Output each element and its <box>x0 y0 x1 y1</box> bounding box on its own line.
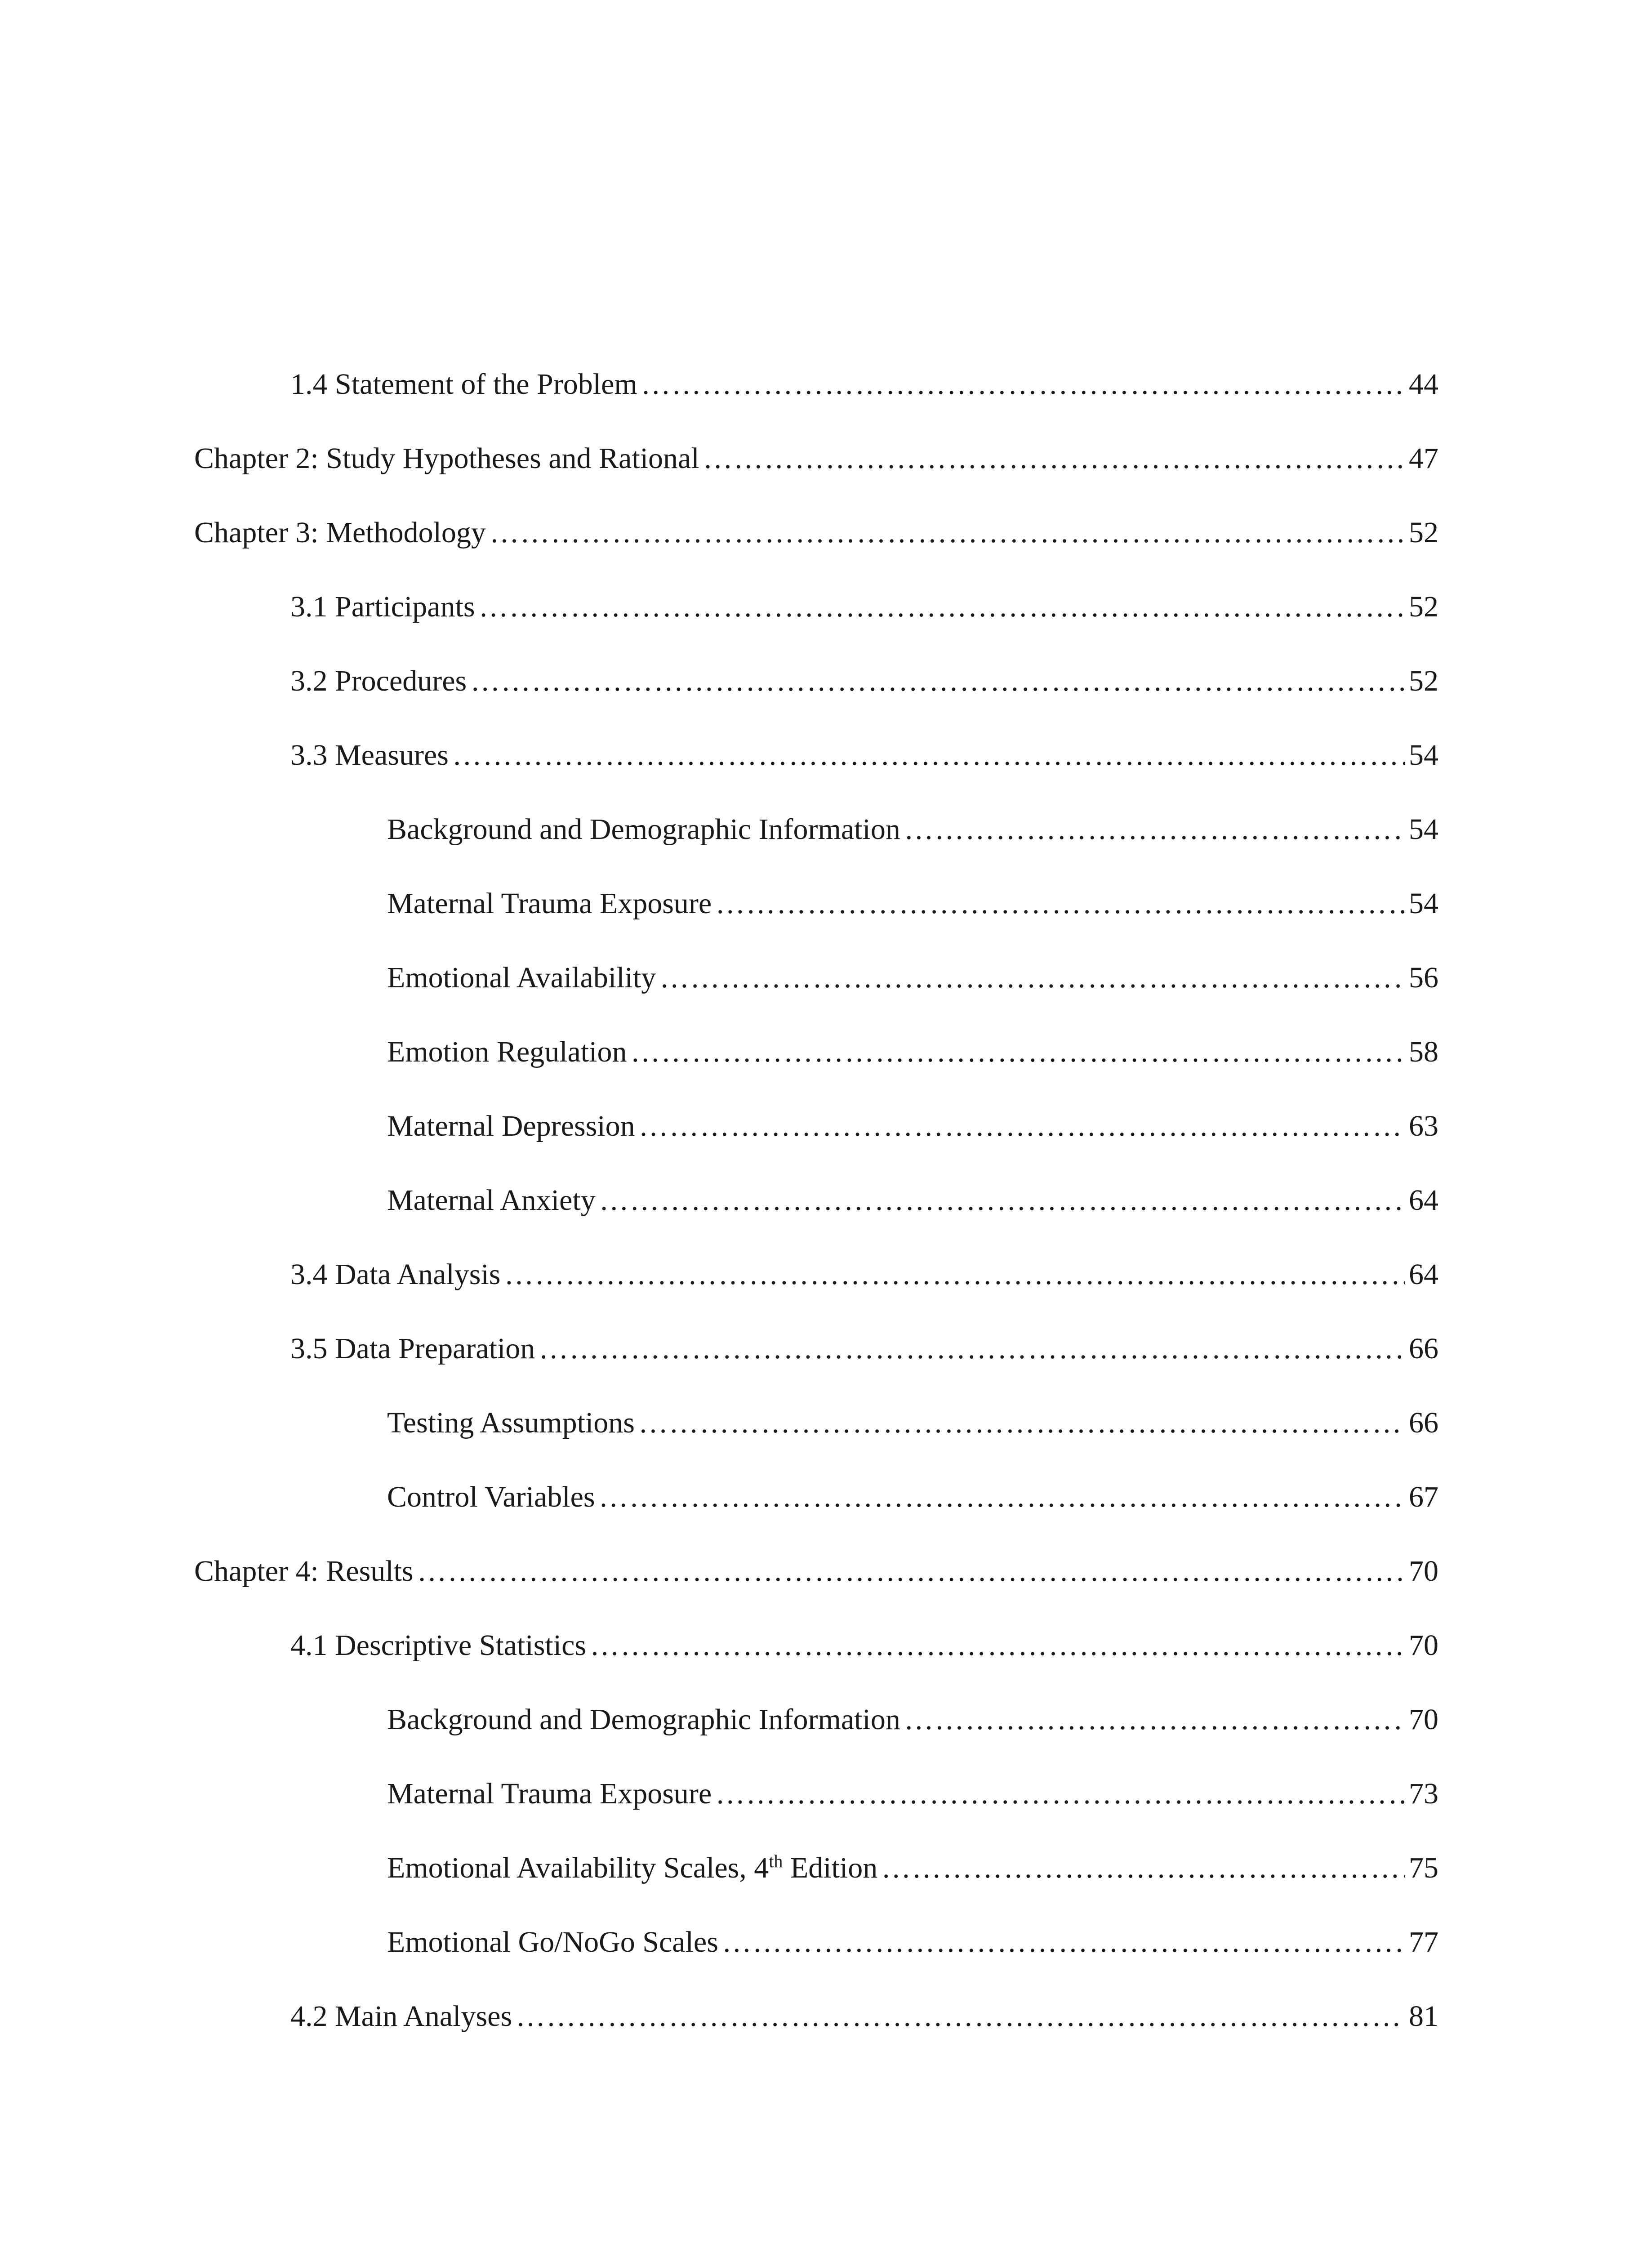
toc-entry-label: 3.5 Data Preparation <box>290 1332 535 1365</box>
toc-entry-label: Background and Demographic Information <box>387 1703 900 1736</box>
toc-entry-page: 54 <box>1409 887 1438 920</box>
toc-entry-page: 67 <box>1409 1481 1438 1513</box>
toc-entry-page: 64 <box>1409 1184 1438 1217</box>
dot-leader <box>479 582 1405 632</box>
toc-entry-page: 73 <box>1409 1777 1438 1810</box>
toc-entry-label: Chapter 2: Study Hypotheses and Rational <box>194 442 699 475</box>
toc-entry-page: 54 <box>1409 813 1438 846</box>
toc-entry <box>387 1027 1438 1077</box>
toc-entry <box>194 1547 1438 1596</box>
toc-entry-label: Chapter 4: Results <box>194 1555 414 1588</box>
toc-entry-page: 54 <box>1409 739 1438 772</box>
ordinal-suffix: th <box>769 1851 783 1871</box>
toc-entry-page: 70 <box>1409 1703 1438 1736</box>
toc-entry <box>387 1695 1438 1744</box>
dot-leader <box>599 1472 1405 1522</box>
dot-leader <box>516 1992 1405 2041</box>
toc-entry-page: 58 <box>1409 1035 1438 1068</box>
toc-entry-page: 66 <box>1409 1332 1438 1365</box>
toc-entry-label: 3.4 Data Analysis <box>290 1258 501 1291</box>
toc-entry-page: 70 <box>1409 1555 1438 1588</box>
dot-leader <box>417 1547 1405 1596</box>
toc-entry-label: Control Variables <box>387 1481 595 1513</box>
toc-entry-label: Emotional Availability <box>387 961 656 994</box>
toc-entry <box>290 656 1438 706</box>
toc-entry-label: 3.3 Measures <box>290 739 449 772</box>
dot-leader <box>630 1027 1405 1077</box>
toc-entry <box>387 1176 1438 1225</box>
toc-entry-page: 47 <box>1409 442 1438 475</box>
toc-entry <box>290 731 1438 780</box>
dot-leader <box>639 1102 1405 1151</box>
dot-leader <box>715 879 1405 928</box>
toc-entry <box>387 1843 1438 1893</box>
toc-entry <box>387 805 1438 854</box>
toc-entry-label <box>387 1843 877 1893</box>
dot-leader <box>504 1250 1405 1299</box>
toc-entry-label: Emotion Regulation <box>387 1035 627 1068</box>
toc-entry <box>290 1621 1438 1670</box>
dot-leader <box>590 1621 1405 1670</box>
toc-entry-label: 3.2 Procedures <box>290 665 467 697</box>
dot-leader <box>881 1843 1405 1893</box>
toc-entry-label-main: Emotional Availability Scales, 4 <box>387 1851 769 1884</box>
toc-entry-label: 4.1 Descriptive Statistics <box>290 1629 587 1662</box>
toc-entry-page: 52 <box>1409 590 1438 623</box>
dot-leader <box>659 953 1405 1003</box>
toc-entry-label: Emotional Go/NoGo Scales <box>387 1926 718 1958</box>
toc-entry-label: Testing Assumptions <box>387 1406 635 1439</box>
toc-entry-label: Maternal Anxiety <box>387 1184 596 1217</box>
toc-entry-page: 52 <box>1409 516 1438 549</box>
toc-entry-page: 52 <box>1409 665 1438 697</box>
toc-entry-page: 56 <box>1409 961 1438 994</box>
toc-entry-page: 77 <box>1409 1926 1438 1958</box>
dot-leader <box>638 1398 1405 1448</box>
toc-entry-label: 3.1 Participants <box>290 590 475 623</box>
toc-entry-label: Chapter 3: Methodology <box>194 516 486 549</box>
toc-entry <box>387 1769 1438 1819</box>
toc-entry-page: 66 <box>1409 1406 1438 1439</box>
toc-entry <box>194 434 1438 483</box>
toc-entry <box>290 1324 1438 1374</box>
toc-entry-page: 63 <box>1409 1110 1438 1142</box>
toc-entry-label: Maternal Trauma Exposure <box>387 887 712 920</box>
toc-entry <box>290 1250 1438 1299</box>
dot-leader <box>539 1324 1405 1374</box>
toc-entry <box>290 582 1438 632</box>
toc-entry-label: 4.2 Main Analyses <box>290 2000 512 2033</box>
toc-entry <box>387 879 1438 928</box>
toc-entry-page: 70 <box>1409 1629 1438 1662</box>
toc-entry <box>387 1398 1438 1448</box>
toc-entry <box>194 508 1438 558</box>
toc-entry <box>290 360 1438 409</box>
toc-entry-page: 75 <box>1409 1851 1438 1884</box>
toc-entry-label: Maternal Depression <box>387 1110 635 1142</box>
dot-leader <box>641 360 1405 409</box>
toc-entry <box>290 1992 1438 2041</box>
toc-entry-page: 64 <box>1409 1258 1438 1291</box>
toc-entry <box>387 1102 1438 1151</box>
dot-leader <box>722 1918 1405 1967</box>
dot-leader <box>703 434 1405 483</box>
toc-entry <box>387 953 1438 1003</box>
toc-entry-label: Maternal Trauma Exposure <box>387 1777 712 1810</box>
toc-entry <box>387 1472 1438 1522</box>
toc-entry <box>387 1918 1438 1967</box>
dot-leader <box>904 805 1405 854</box>
dot-leader <box>490 508 1405 558</box>
toc-entry-page: 44 <box>1409 368 1438 401</box>
dot-leader <box>904 1695 1405 1744</box>
dot-leader <box>715 1769 1405 1819</box>
toc-entry-label: Background and Demographic Information <box>387 813 900 846</box>
toc-entry-label-rest: Edition <box>783 1851 878 1884</box>
dot-leader <box>470 656 1405 706</box>
toc-entry-label: 1.4 Statement of the Problem <box>290 368 637 401</box>
dot-leader <box>599 1176 1405 1225</box>
toc-entry-page: 81 <box>1409 2000 1438 2033</box>
dot-leader <box>452 731 1405 780</box>
